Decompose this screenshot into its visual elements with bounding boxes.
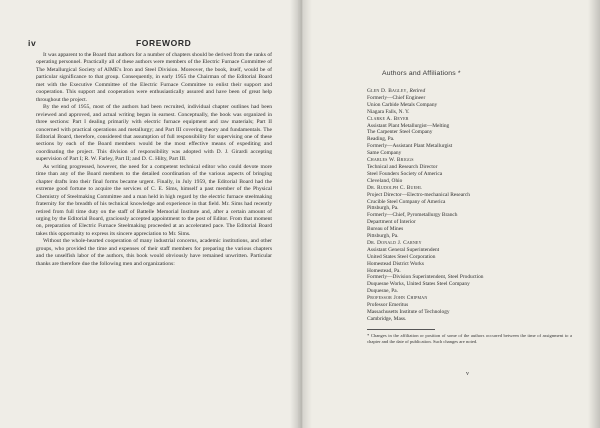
affiliation-line: Department of Interior bbox=[367, 219, 416, 226]
author-name: Glen D. Bagley, bbox=[367, 88, 409, 94]
foreword-body bbox=[36, 52, 272, 268]
paragraph: As writing progressed, however, the need for a competent technical editor who could devote more time than any of the Board members to the detailed coordination of the various aspects of bringing chapter drafts into their final forms became urgent. Finally, in July 1959, the Editorial Board had the extreme good fortune to acquire the services of C. E. Sims, himself a past member of the Physical Chemistry of Steelmaking Committee and a man held in high regard by the electric furnace steelmaking fraternity for the breadth of his technical knowledge and experience in that field. Mr. Sims had recently retired from full time duty on the staff of Battelle Memorial Institute and, after a certain amount of urging by the Editorial Board, graciously accepted appointment to the post of Editor. From that moment on, preparation of Electric Furnace Steelmaking proceeded at an accelerated pace. The Editorial Board takes this opportunity to express its sincere appreciation to Mr. Sims. bbox=[36, 163, 272, 237]
affiliation-line: Homestead, Pa. bbox=[367, 267, 401, 274]
book-gutter bbox=[290, 0, 312, 428]
affiliation-line: Same Company bbox=[367, 150, 402, 157]
left-page bbox=[0, 0, 298, 428]
affiliation-line: Professor Emeritus bbox=[367, 302, 409, 309]
folio: iv bbox=[28, 38, 37, 48]
paragraph: It was apparent to the Board that authors for a number of chapters should be derived from the ranks of operating personnel. Practically all of these authors were members of the Electric Furnace Committee of The Metallurgical Society of AIME's Iron and Steel Division. Moreover, the book, itself, would be of particular significance to that group. Consequently, in early 1955 the Chairman of the Editorial Board met with the Executive Committee of the Electric Furnace Committee to enlist their support and cooperation. This support and cooperation were enthusiastically assured and have been of great help throughout the project. bbox=[36, 52, 272, 103]
author-entry bbox=[367, 88, 567, 116]
affiliation-line: Assistant General Superintendent bbox=[367, 246, 440, 253]
affiliation-line: Cambridge, Mass. bbox=[367, 315, 407, 322]
author-name: Charles W. Briggs bbox=[367, 157, 414, 164]
author-note: Retired bbox=[409, 88, 426, 94]
affiliation-line: Duquesne, Pa. bbox=[367, 288, 398, 295]
running-title: FOREWORD bbox=[136, 38, 192, 48]
page-edge-shadow bbox=[588, 0, 600, 428]
affiliation-line: Pittsburgh, Pa. bbox=[367, 233, 399, 240]
authors-section bbox=[367, 70, 572, 344]
affiliation-line: Steel Founders Society of America bbox=[367, 170, 443, 177]
affiliation-line: Technical and Research Director bbox=[367, 163, 438, 170]
affiliation-line: Reading, Pa. bbox=[367, 136, 395, 143]
affiliation-line: Union Carbide Metals Company bbox=[367, 101, 438, 108]
author-entry bbox=[367, 240, 567, 295]
footnote-rule bbox=[367, 329, 435, 330]
author-entry bbox=[367, 157, 567, 185]
author-entry bbox=[367, 295, 567, 323]
affiliation-line: Massachusetts Institute of Technology bbox=[367, 309, 450, 315]
affiliation-line: Formerly—Chief, Pyrometallurgy Branch bbox=[367, 212, 458, 219]
author-entry bbox=[367, 116, 567, 157]
author-name: Clarke A. Beyer bbox=[367, 115, 409, 122]
author-name: Dr. Rudolph C. Buehl bbox=[367, 184, 422, 191]
author-entry bbox=[367, 185, 567, 240]
affiliation-line: Crucible Steel Company of America bbox=[367, 198, 446, 205]
affiliation-line: Duquesne Works, United States Steel Company bbox=[367, 281, 470, 288]
paragraph: By the end of 1955, most of the authors had been recruited, individual chapter outlines had been reviewed and approved, and actual writing began in earnest. Conceptually, the book was organized in three sections: Part I dealing primarily with electric furnace equipment and raw materials; Part II concerned with practical operations and metallurgy; and Part III covering theory and fundamentals. The Editorial Board, therefore, considered that assumption of full responsibility for supervising one of these sections by each of the Board members would be the most effective means of expediting and coordinating the project. This division of responsibility was adopted with D. J. Girardi accepting supervision of Part I; R. W. Farley, Part II; and D. C. Hilty, Part III. bbox=[36, 104, 272, 163]
affiliation-line: United States Steel Corporation bbox=[367, 253, 436, 260]
affiliation-line: Homestead District Works bbox=[367, 260, 424, 267]
affiliation-line: Formerly—Assistant Plant Metallurgist bbox=[367, 143, 453, 150]
affiliation-line: Formerly—Division Superintendent, Steel Production bbox=[367, 274, 484, 281]
right-page bbox=[302, 0, 600, 428]
author-name: Professor John Chipman bbox=[367, 295, 428, 302]
affiliation-line: The Carpenter Steel Company bbox=[367, 129, 433, 136]
footnote: * Changes in the affiliation or position of some of the authors occurred between the time of assignment to a chapter and the date of publication. Such changes are noted. bbox=[367, 332, 572, 344]
affiliation-line: Cleveland, Ohio bbox=[367, 177, 403, 184]
affiliation-line: Formerly—Chief Engineer bbox=[367, 94, 426, 101]
affiliation-line: Pittsburgh, Pa. bbox=[367, 205, 399, 212]
affiliation-line: Bureau of Mines bbox=[367, 226, 404, 233]
affiliation-line: Niagara Falls, N. Y. bbox=[367, 108, 410, 115]
section-title: Authors and Affiliations * bbox=[382, 70, 461, 77]
affiliation-line: Project Director—Electro-mechanical Research bbox=[367, 191, 470, 198]
affiliation-line: Assistant Plant Metallurgist—Melting bbox=[367, 122, 450, 129]
paragraph: Without the whole-hearted cooperation of many industrial concerns, academic institutions, and other groups, who provided the time and expenses of their staff members for preparing the various chapters and the unselfish labor of the authors, this book would obviously have remained unwritten. Particular thanks are therefore due the following men and organizations: bbox=[36, 238, 272, 267]
page-number: v bbox=[466, 371, 470, 377]
author-name: Dr. Donald J. Carney bbox=[367, 239, 422, 246]
